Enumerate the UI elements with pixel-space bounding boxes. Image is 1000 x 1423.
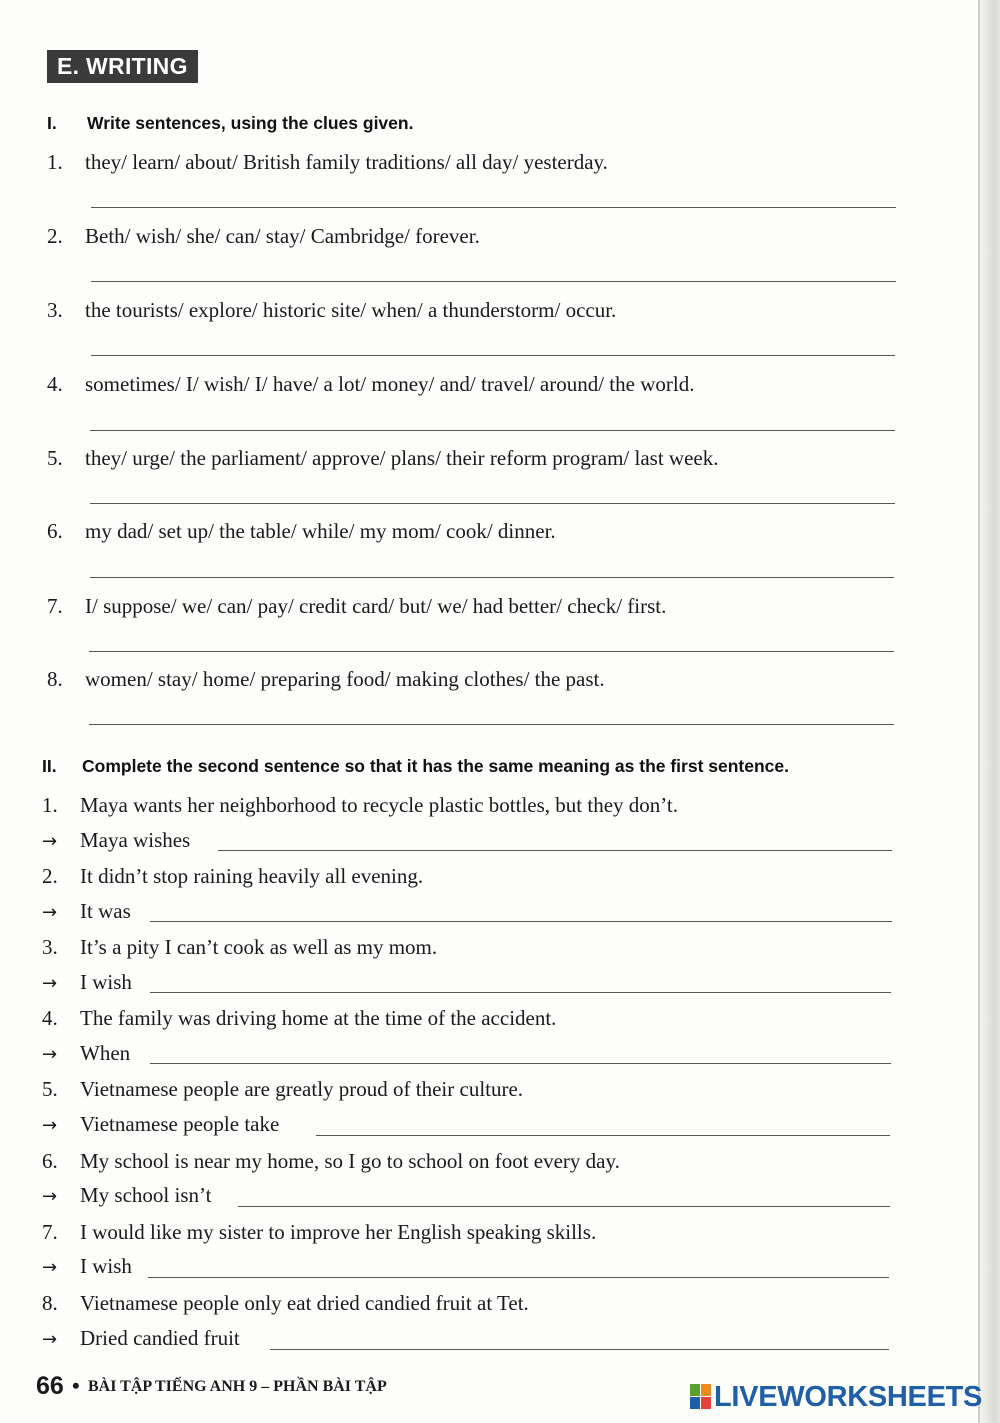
- book-title: BÀI TẬP TIẾNG ANH 9 – PHẦN BÀI TẬP: [88, 1378, 387, 1395]
- answer-line-2[interactable]: [91, 281, 896, 282]
- section-title: E. WRITING: [47, 50, 198, 83]
- rewrite-line-8[interactable]: [270, 1349, 889, 1350]
- sentence-starter: Dried candied fruit: [80, 1326, 240, 1350]
- page-number: 66: [36, 1372, 64, 1400]
- question-number: 7.: [42, 1220, 58, 1244]
- arrow-right-icon: →: [42, 973, 58, 994]
- rewrite-line-4[interactable]: [150, 1063, 891, 1064]
- sentence-starter: It was: [80, 899, 131, 923]
- original-sentence: I would like my sister to improve her English speaking skills.: [80, 1220, 597, 1244]
- question-number: 8.: [42, 1291, 58, 1315]
- answer-line-7[interactable]: [89, 651, 894, 652]
- answer-line-5[interactable]: [90, 503, 895, 504]
- original-sentence: Vietnamese people only eat dried candied fruit at Tet.: [80, 1291, 529, 1315]
- arrow-right-icon: →: [42, 902, 58, 923]
- question-number: 3.: [47, 298, 63, 322]
- part2-roman: II.: [42, 756, 57, 776]
- rewrite-line-3[interactable]: [150, 992, 891, 993]
- arrow-right-icon: →: [42, 1329, 58, 1350]
- sentence-starter: Maya wishes: [80, 828, 191, 852]
- answer-line-3[interactable]: [91, 355, 895, 356]
- rewrite-line-7[interactable]: [148, 1277, 889, 1278]
- part2-instruction: Complete the second sentence so that it has the same meaning as the first sentence.: [82, 756, 790, 776]
- sentence-starter: My school isn’t: [80, 1183, 212, 1207]
- rewrite-line-1[interactable]: [218, 850, 892, 851]
- question-number: 4.: [42, 1006, 58, 1030]
- arrow-right-icon: →: [42, 1115, 58, 1136]
- question-number: 5.: [47, 446, 63, 470]
- rewrite-line-5[interactable]: [316, 1135, 890, 1136]
- question-clues: they/ learn/ about/ British family traditions/ all day/ yesterday.: [85, 150, 608, 174]
- question-number: 2.: [42, 864, 58, 888]
- arrow-right-icon: →: [42, 1257, 58, 1278]
- question-clues: they/ urge/ the parliament/ approve/ plans/ their reform program/ last week.: [85, 446, 719, 470]
- question-number: 6.: [42, 1149, 58, 1173]
- scan-page-edge: [978, 0, 1000, 1423]
- question-number: 7.: [47, 594, 63, 618]
- question-clues: I/ suppose/ we/ can/ pay/ credit card/ but/ we/ had better/ check/ first.: [85, 594, 667, 618]
- liveworksheets-logo: [690, 1381, 990, 1413]
- question-clues: Beth/ wish/ she/ can/ stay/ Cambridge/ forever.: [85, 224, 480, 248]
- question-number: 6.: [47, 519, 63, 543]
- liveworksheets-wordmark: LIVEWORKSHEETS: [714, 1381, 983, 1413]
- original-sentence: It didn’t stop raining heavily all evening.: [80, 864, 424, 888]
- question-clues: sometimes/ I/ wish/ I/ have/ a lot/ money/ and/ travel/ around/ the world.: [85, 372, 695, 396]
- original-sentence: The family was driving home at the time of the accident.: [80, 1006, 557, 1030]
- rewrite-line-2[interactable]: [150, 921, 892, 922]
- question-number: 2.: [47, 224, 63, 248]
- sentence-starter: I wish: [80, 970, 132, 994]
- original-sentence: It’s a pity I can’t cook as well as my mom.: [80, 935, 438, 959]
- original-sentence: Maya wants her neighborhood to recycle plastic bottles, but they don’t.: [80, 793, 678, 817]
- question-clues: women/ stay/ home/ preparing food/ making clothes/ the past.: [85, 667, 605, 691]
- arrow-right-icon: →: [42, 1044, 58, 1065]
- sentence-starter: I wish: [80, 1254, 132, 1278]
- answer-line-1[interactable]: [91, 207, 896, 208]
- question-clues: the tourists/ explore/ historic site/ when/ a thunderstorm/ occur.: [85, 298, 617, 322]
- liveworksheets-grid-icon: [690, 1384, 712, 1410]
- part1-instruction: Write sentences, using the clues given.: [87, 113, 414, 133]
- scan-fold-line: [978, 0, 980, 1423]
- rewrite-line-6[interactable]: [238, 1206, 890, 1207]
- question-number: 1.: [47, 150, 63, 174]
- question-number: 1.: [42, 793, 58, 817]
- question-clues: my dad/ set up/ the table/ while/ my mom/ cook/ dinner.: [85, 519, 556, 543]
- question-number: 5.: [42, 1077, 58, 1101]
- sentence-starter: Vietnamese people take: [80, 1112, 280, 1136]
- question-number: 8.: [47, 667, 63, 691]
- arrow-right-icon: →: [42, 1186, 58, 1207]
- question-number: 4.: [47, 372, 63, 396]
- sentence-starter: When: [80, 1041, 131, 1065]
- answer-line-8[interactable]: [89, 724, 894, 725]
- original-sentence: Vietnamese people are greatly proud of their culture.: [80, 1077, 524, 1101]
- part1-roman: I.: [47, 113, 57, 133]
- original-sentence: My school is near my home, so I go to school on foot every day.: [80, 1149, 620, 1173]
- answer-line-6[interactable]: [90, 577, 894, 578]
- arrow-right-icon: →: [42, 831, 58, 852]
- footer-separator: •: [72, 1373, 80, 1398]
- answer-line-4[interactable]: [90, 430, 895, 431]
- question-number: 3.: [42, 935, 58, 959]
